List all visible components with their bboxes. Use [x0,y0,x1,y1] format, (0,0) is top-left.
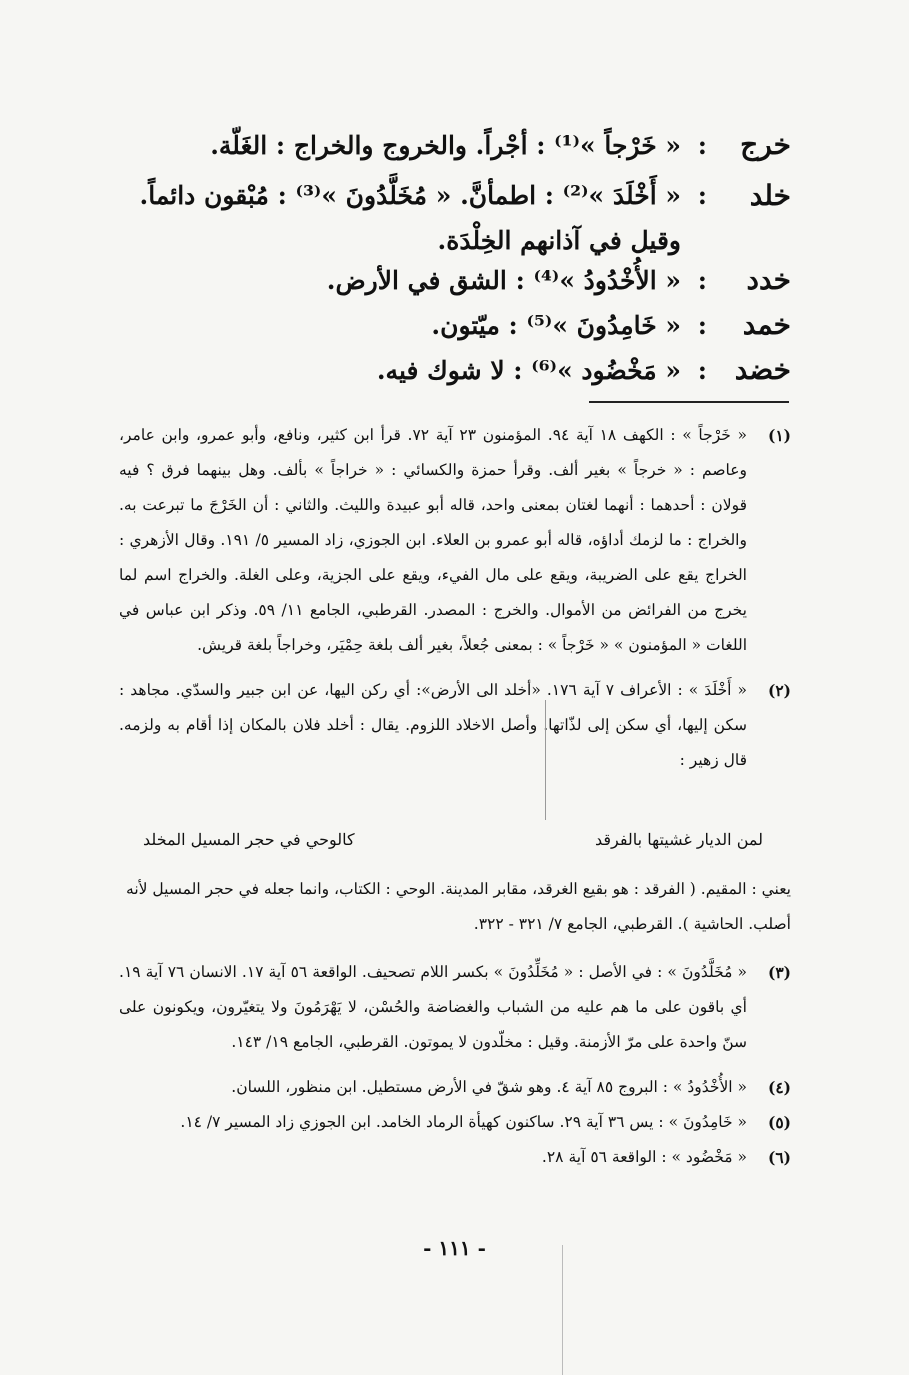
footnote-text: « أَخْلَدَ » : الأعراف ٧ آية ١٧٦. «أخلد الى الأرض»: أي ركن اليها، عن ابن جبير والسدّي. مجاهد : سكن إليها، أي سكن إلى لذّاتها. وأصل الاخلاد اللزوم. يقال : أخلد فلان بالمكان إذا أقام به ولزمه. قال زهير : [119,681,747,769]
footnote-number: (٥) [767,1113,791,1132]
footnote [119,418,791,663]
footnote-separator [589,401,789,403]
glossary-entries [111,128,791,398]
footnote-number: (٢) [767,681,791,700]
footnote-number: (٣) [767,963,791,982]
entry-khld: خلد : « أَخْلَدَ »⁽²⁾ : اطمأنَّ. « مُخَلَّدُونَ »⁽³⁾ : مُبْقون دائماً. وقيل في آذانهم الخِلْدَة. [111,173,791,263]
footnote [119,955,791,1060]
footnote-text: « مُخَلَّدُونَ » : في الأصل : « مُخَلِّدُونَ » بكسر اللام تصحيف. الواقعة ٥٦ آية ١٧. الانسان ٧٦ آية ١٩. أي باقون على ما هم عليه من الشباب والغضاضة والحُسْن، لا يَهْرَمُونَ ولا يتغيّرون، ويكونون على سنّ واحدة على مرّ الأزمنة. وقيل : مخلّدون لا يموتون. القرطبي، الجامع ١٩/ ١٤٣. [119,963,747,1051]
scan-margin-line [562,1245,563,1375]
poem-verse [143,822,763,858]
footnote-number: (٤) [767,1078,791,1097]
entry-definition: « مَخْضُود »⁽⁶⁾ : لا شوك فيه. [376,356,681,385]
footnotes-bottom [119,955,791,1175]
entry-khmd: خمد : « خَامِدُونَ »⁽⁵⁾ : ميّتون. [111,308,791,353]
footnote-text: « خَامِدُونَ » : يس ٣٦ آية ٢٩. ساكنون كهيأة الرماد الخامد. ابن الجوزي زاد المسير ٧/ ١٤. [180,1113,747,1131]
entry-root: خلد [749,179,791,212]
entry-khdd2: خضد : « مَخْضُود »⁽⁶⁾ : لا شوك فيه. [111,353,791,398]
entry-khrj: خرج : « خَرْجاً »⁽¹⁾ : أجْراً. والخروج والخراج : الغَلّة. [111,128,791,173]
footnote-number: (١) [767,426,791,445]
entry-definition: « الأُخْدُودُ »⁽⁴⁾ : الشق في الأرض. [326,266,681,295]
footnotes-top [119,418,791,778]
entry-root: خمد [742,308,791,341]
page-number: - ١١١ - [423,1236,486,1260]
footnote [119,1105,791,1140]
footnote [119,673,791,778]
entry-definition: « خَرْجاً »⁽¹⁾ : أجْراً. والخروج والخراج : الغَلّة. [210,131,681,160]
verse-commentary: يعني : المقيم. ( الفرقد : هو بقيع الغرقد، مقابر المدينة. الوحي : الكتاب، وانما جعله في حجر المسيل لأنه أصلب. الحاشية ). القرطبي، الجامع ٧/ ٣٢١ - ٣٢٢. [126,880,791,933]
footnote [119,1140,791,1175]
entry-definition: « خَامِدُونَ »⁽⁵⁾ : ميّتون. [431,311,681,340]
footnote-text: « مَخْضُود » : الواقعة ٥٦ آية ٢٨. [541,1148,747,1166]
scan-crease-line [545,700,546,820]
footnote [119,1070,791,1105]
entry-root: خضد [734,353,791,386]
entry-root: خدد [746,263,791,296]
footnote-number: (٦) [767,1148,791,1167]
verse-second-hemistich: كالوحي في حجر المسيل المخلد [143,830,355,849]
entry-khdd: خدد : « الأُخْدُودُ »⁽⁴⁾ : الشق في الأرض. [111,263,791,308]
footnote-text: « الأُخْدُودُ » : البروج ٨٥ آية ٤. وهو شقّ في الأرض مستطيل. ابن منظور، اللسان. [231,1078,747,1096]
entry-root: خرج [740,128,791,161]
footnote-text: « خَرْجاً » : الكهف ١٨ آية ٩٤. المؤمنون ٢٣ آية ٧٢. قرأ ابن كثير، ونافع، وأبو عمرو، وابن عامر، وعاصم : « خرجاً » بغير ألف. وقرأ حمزة والكسائي : « خراجاً » بألف. وهل بينهما فرق ؟ فيه قولان : أحدهما : أنهما لغتان بمعنى واحد، قاله أبو عبيدة والليث. والثاني : أن الخَرْجَ ما تبرعت به. والخراج : ما لزمك أداؤه، قاله أبو عمرو بن العلاء. ابن الجوزي، زاد المسير ٥/ ١٩١. وقال الأزهري : الخراج يقع على الضريبة، ويقع على مال الفيء، ويقع على الجزية، وعلى الغلة. والخراج اسم لما يخرج من الفرائض من الأموال. والخرج : المصدر. القرطبي، الجامع ١١/ ٥٩. وذكر ابن عباس في اللغات « المؤمنون » « خَرْجاً » : بمعنى جُعلاً، بغير ألف بلغة حِمْيَر، وخراجاً بلغة قريش. [119,426,747,654]
entry-definition: « أَخْلَدَ »⁽²⁾ : اطمأنَّ. « مُخَلَّدُونَ »⁽³⁾ : مُبْقون دائماً. وقيل في آذانهم الخِلْدَة. [139,181,681,255]
verse-first-hemistich: لمن الديار غشيتها بالفرقد [594,830,763,849]
